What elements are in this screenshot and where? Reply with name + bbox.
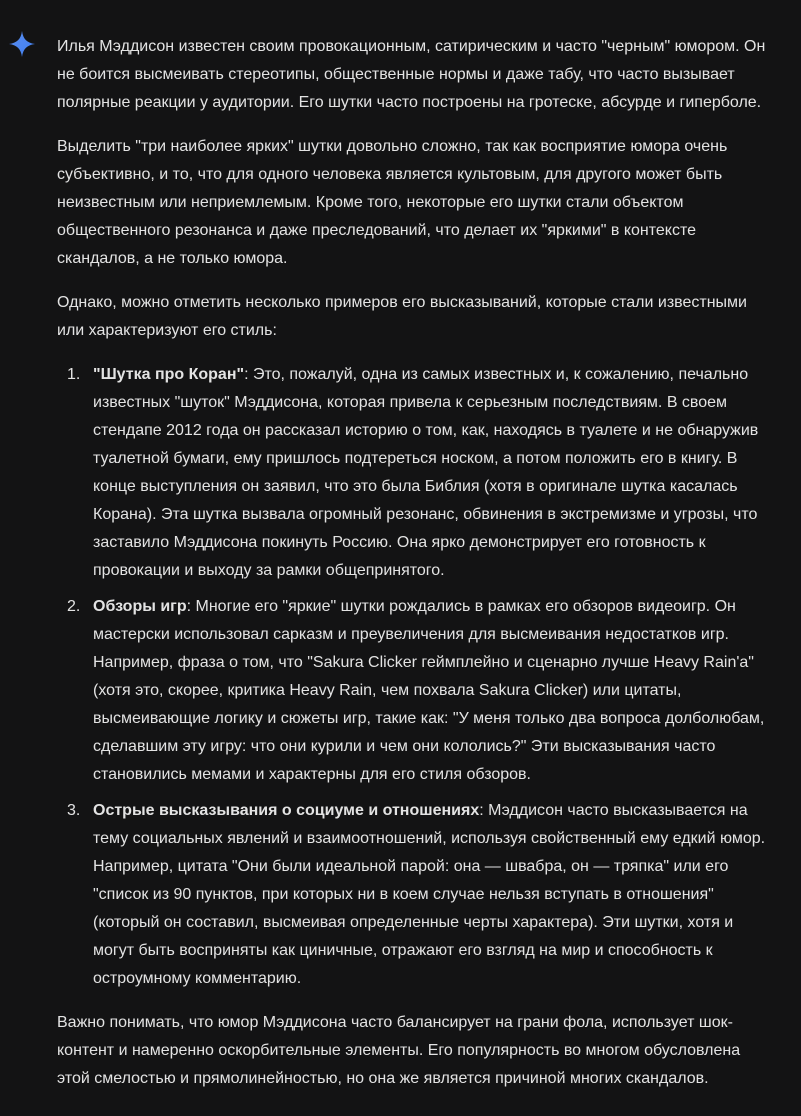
joke-list: [57, 361, 769, 993]
list-item-number: 1.: [67, 366, 81, 383]
list-item: [57, 593, 769, 789]
list-item-number: 2.: [67, 598, 81, 615]
list-item-title: "Шутка про Коран": [93, 366, 245, 383]
list-item-text: : Мэддисон часто высказывается на тему социальных явлений и взаимоотношений, используя свойственный ему едкий юмор. Например, цитата "Они были идеальной парой: она — швабра, он — тряпка" или его "список из 90 пунктов, при которых ни в коем случае нельзя вступать в отношения" (который он составил, высмеивая определенные черты характера). Эти шутки, хотя и могут быть восприняты как циничные, отражают его взгляд на мир и способность к остроумному комментарию.: [93, 802, 766, 987]
list-item-text: : Многие его "яркие" шутки рождались в рамках его обзоров видеоигр. Он мастерски использовал сарказм и преувеличения для высмеивания недостатков игр. Например, фраза о том, что "Sakura Clicker геймплейно и сценарно лучше Heavy Rain'а" (хотя это, скорее, критика Heavy Rain, чем похвала Sakura Clicker) или цитаты, высмеивающие логику и сюжеты игр, такие как: "У меня только два вопроса долболюбам, сделавшим эту игру: что они курили и чем они кололись?" Эти высказывания часто становились мемами и характерны для его стиля обзоров.: [93, 598, 765, 783]
list-item-text: : Это, пожалуй, одна из самых известных и, к сожалению, печально известных "шуток" Мэддисона, которая привела к серьезным последствиям. В своем стендапе 2012 года он рассказал историю о том, как, находясь в туалете и не обнаружив туалетной бумаги, ему пришлось подтереться носком, а потом положить его в книгу. В конце выступления он заявил, что это была Библия (хотя в оригинале шутка касалась Корана). Эта шутка вызвала огромный резонанс, обвинения в экстремизме и угрозы, что заставило Мэддисона покинуть Россию. Она ярко демонстрирует его готовность к провокации и выходу за рамки общепринятого.: [93, 366, 759, 579]
list-item: [57, 797, 769, 993]
response-paragraph: Выделить "три наиболее ярких" шутки довольно сложно, так как восприятие юмора очень субъективно, и то, что для одного человека является культовым, для другого может быть неизвестным или неприемлемым. Кроме того, некоторые его шутки стали объектом общественного резонанса и даже преследований, что делает их "яркими" в контексте скандалов, а не только юмора.: [57, 138, 728, 267]
list-item-title: Обзоры игр: [93, 598, 187, 615]
assistant-response: [57, 33, 769, 1093]
gemini-sparkle-icon: [8, 30, 36, 58]
list-item: [57, 361, 769, 585]
response-paragraph: Илья Мэддисон известен своим провокационным, сатирическим и часто "черным" юмором. Он не боится высмеивать стереотипы, общественные нормы и даже табу, что часто вызывает полярные реакции у аудитории. Его шутки часто построены на гротеске, абсурде и гиперболе.: [57, 38, 766, 111]
closing-paragraph: Важно понимать, что юмор Мэддисона часто балансирует на грани фола, использует шок-контент и намеренно оскорбительные элементы. Его популярность во многом обусловлена этой смелостью и прямолинейностью, но она же является причиной многих скандалов.: [57, 1014, 741, 1087]
response-paragraph: Однако, можно отметить несколько примеров его высказываний, которые стали известными или характеризуют его стиль:: [57, 294, 747, 339]
sparkle-svg: [8, 30, 36, 58]
list-item-number: 3.: [67, 802, 81, 819]
list-item-title: Острые высказывания о социуме и отношениях: [93, 802, 480, 819]
